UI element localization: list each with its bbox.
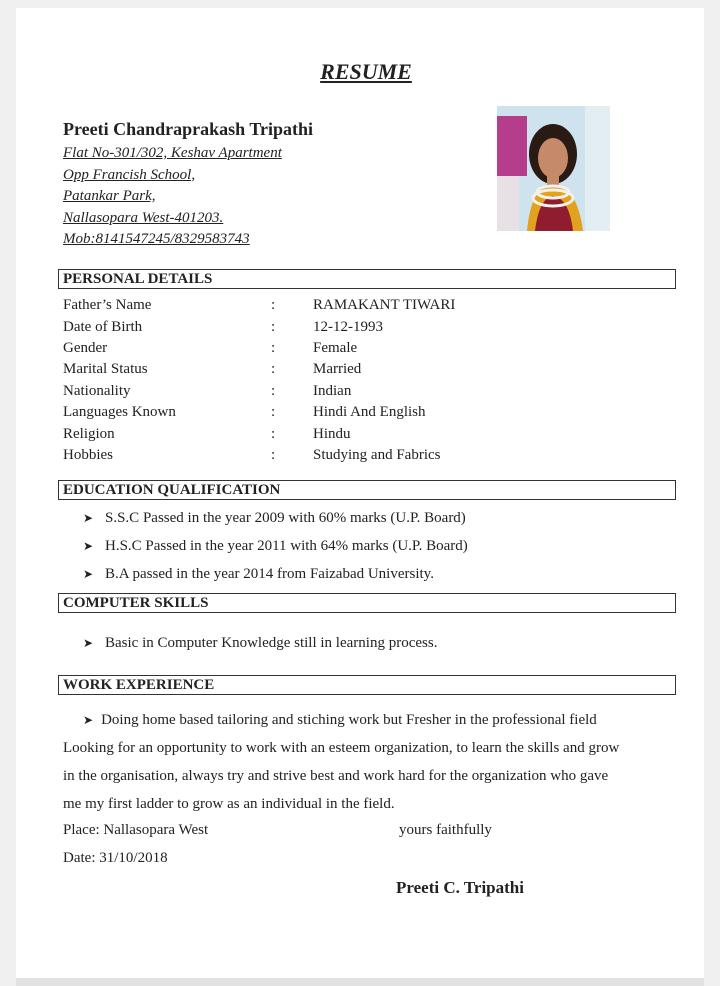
list-item <box>83 566 434 583</box>
detail-label: Hobbies <box>63 447 113 463</box>
detail-label: Marital Status <box>63 361 148 377</box>
arrow-bullet-icon: ➤ <box>83 511 94 525</box>
detail-value: Married <box>313 361 362 377</box>
detail-value: Female <box>313 340 358 356</box>
signature-name: Preeti C. Tripathi <box>396 878 524 897</box>
address-line: Opp Francish School, <box>63 166 196 183</box>
detail-separator: : <box>271 297 276 313</box>
address-line: Flat No-301/302, Keshav Apartment <box>63 145 282 161</box>
date-text: Date: 31/10/2018 <box>63 850 168 866</box>
detail-label: Languages Known <box>63 404 176 420</box>
closing-text: yours faithfully <box>399 822 492 838</box>
detail-value: RAMAKANT TIWARI <box>313 297 456 313</box>
detail-label: Nationality <box>63 383 131 399</box>
detail-separator: : <box>271 447 276 463</box>
address-block <box>63 143 282 251</box>
detail-value: Hindi And English <box>313 404 426 420</box>
detail-label: Gender <box>63 340 108 356</box>
resume-page <box>16 8 704 978</box>
work-line: Looking for an opportunity to work with an esteem organization, to learn the skills and grow <box>63 740 620 756</box>
profile-photo <box>497 106 610 231</box>
profile-photo-image <box>497 106 610 231</box>
page-title: RESUME <box>320 59 412 84</box>
section-heading-personal: PERSONAL DETAILS <box>58 269 676 289</box>
work-line: me my first ladder to grow as an individual in the field. <box>63 796 395 812</box>
arrow-bullet-icon: ➤ <box>83 636 94 650</box>
list-item <box>83 538 468 555</box>
section-heading-work: WORK EXPERIENCE <box>58 675 676 695</box>
detail-value: Hindu <box>313 426 351 442</box>
candidate-name: Preeti Chandraprakash Tripathi <box>63 119 314 139</box>
work-bullet-line <box>63 706 683 734</box>
detail-value: Indian <box>313 383 352 399</box>
work-paragraph <box>63 706 683 818</box>
address-line: Patankar Park, <box>63 188 156 204</box>
detail-label: Father’s Name <box>63 297 152 313</box>
education-item: S.S.C Passed in the year 2009 with 60% marks (U.P. Board) <box>105 510 466 526</box>
education-item: H.S.C Passed in the year 2011 with 64% marks (U.P. Board) <box>105 538 468 554</box>
skill-item: Basic in Computer Knowledge still in learning process. <box>105 635 438 651</box>
detail-separator: : <box>271 361 276 377</box>
arrow-bullet-icon: ➤ <box>83 567 94 581</box>
list-item <box>83 510 466 527</box>
detail-value: Studying and Fabrics <box>313 447 441 463</box>
section-heading-education: EDUCATION QUALIFICATION <box>58 480 676 500</box>
detail-separator: : <box>271 340 276 356</box>
detail-label: Date of Birth <box>63 319 143 335</box>
place-text: Place: Nallasopara West <box>63 822 209 838</box>
work-bullet-text: Doing home based tailoring and stiching work but Fresher in the professional field <box>101 712 597 728</box>
section-heading-skills: COMPUTER SKILLS <box>58 593 676 613</box>
page-bottom-edge <box>16 978 704 986</box>
arrow-bullet-icon: ➤ <box>83 713 94 727</box>
address-line: Nallasopara West-401203. <box>63 209 224 226</box>
detail-value: 12-12-1993 <box>313 319 383 335</box>
detail-label: Religion <box>63 426 115 442</box>
mobile-number: Mob:8141547245/8329583743 <box>63 231 250 247</box>
detail-separator: : <box>271 319 276 335</box>
detail-separator: : <box>271 404 276 420</box>
detail-separator: : <box>271 383 276 399</box>
work-line: in the organisation, always try and strive best and work hard for the organization who gave <box>63 768 609 784</box>
arrow-bullet-icon: ➤ <box>83 539 94 553</box>
detail-separator: : <box>271 426 276 442</box>
education-item: B.A passed in the year 2014 from Faizabad University. <box>105 566 434 582</box>
list-item <box>83 635 437 652</box>
